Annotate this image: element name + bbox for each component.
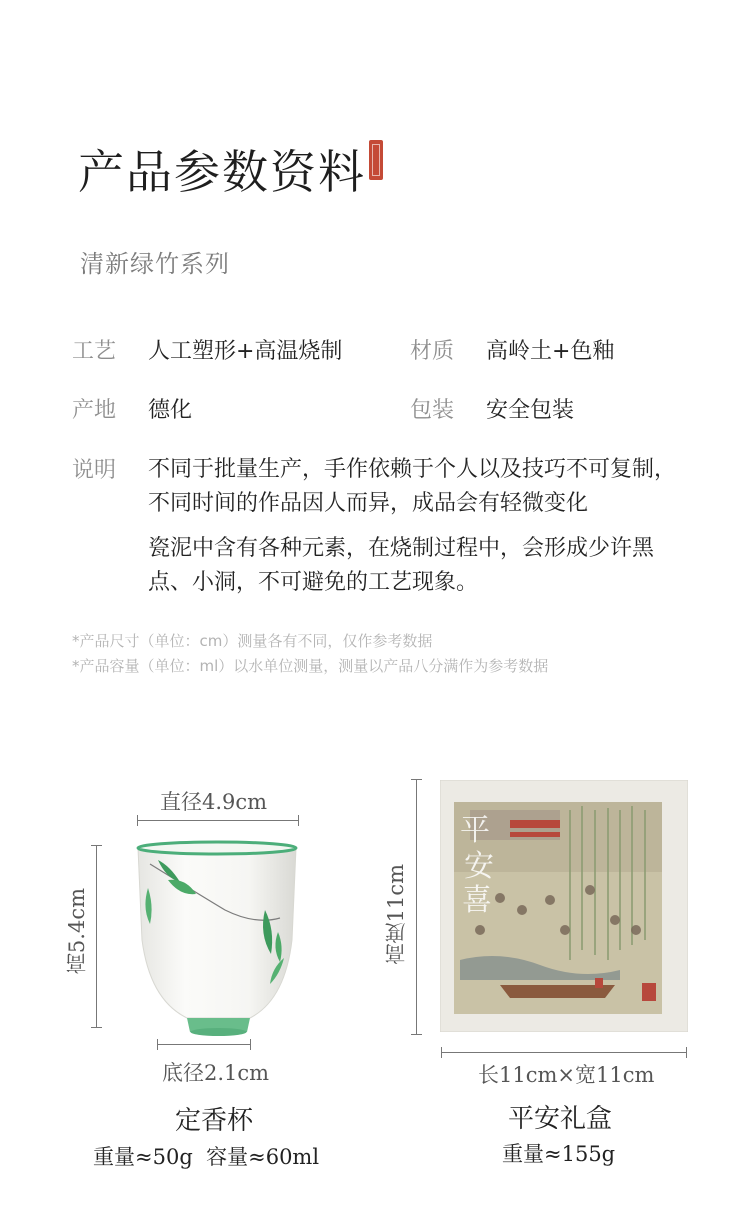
seal-stamp	[369, 140, 383, 180]
cup-diameter-tick-left	[137, 815, 138, 826]
cup-name: 定香杯	[175, 1106, 254, 1136]
box-height-tick-top	[411, 779, 422, 780]
cup-base-tick-left	[157, 1039, 158, 1050]
desc-label: 说明	[72, 458, 117, 483]
cup-height-line	[96, 845, 97, 1028]
svg-text:安: 安	[464, 849, 494, 884]
svg-text:喜: 喜	[462, 883, 492, 918]
box-height-line	[416, 779, 417, 1035]
material-value: 高岭土+色釉	[486, 339, 615, 364]
cup-diameter-line	[137, 820, 299, 821]
size-note: *产品尺寸（单位：cm）测量各有不同，仅作参考数据	[72, 632, 433, 650]
package-value: 安全包装	[486, 398, 575, 423]
page-title: 产品参数资料	[78, 145, 366, 199]
box-size-line	[441, 1052, 687, 1053]
package-label: 包装	[410, 398, 455, 423]
box-size-tick-right	[686, 1047, 687, 1058]
series-subtitle: 清新绿竹系列	[80, 250, 230, 278]
desc-paragraph-2: 瓷泥中含有各种元素，在烧制过程中，会形成少许黑点、小洞，不可避免的工艺现象。	[148, 536, 655, 595]
cup-illustration	[130, 840, 305, 1040]
cup-diameter-label: 直径4.9cm	[160, 790, 268, 814]
cup-base-label: 底径2.1cm	[162, 1061, 270, 1085]
cup-base-tick-right	[250, 1039, 251, 1050]
box-name: 平安礼盒	[508, 1104, 613, 1134]
box-height-tick-bottom	[411, 1034, 422, 1035]
box-size-label: 长11cm×宽11cm	[478, 1063, 655, 1087]
box-size-tick-left	[441, 1047, 442, 1058]
volume-note: *产品容量（单位：ml）以水单位测量，测量以产品八分满作为参考数据	[72, 657, 549, 675]
origin-label: 产地	[72, 398, 117, 423]
craft-value: 人工塑形+高温烧制	[148, 339, 343, 364]
cup-base-line	[157, 1044, 251, 1045]
box-calligraphy: 平	[460, 813, 490, 848]
cup-spec: 重量≈50g 容量≈60ml	[93, 1145, 320, 1169]
gift-box-illustration	[440, 780, 688, 1032]
desc-paragraph-1: 不同于批量生产，手作依赖于个人以及技巧不可复制，不同时间的作品因人而异，成品会有轻微变化	[148, 457, 677, 516]
box-spec: 重量≈155g	[502, 1142, 616, 1166]
craft-label: 工艺	[72, 339, 117, 364]
cup-height-label: 高5.4cm	[65, 888, 89, 975]
cup-diameter-tick-right	[298, 815, 299, 826]
origin-value: 德化	[148, 398, 193, 423]
cup-height-tick-top	[91, 845, 102, 846]
material-label: 材质	[410, 339, 455, 364]
cup-height-tick-bottom	[91, 1027, 102, 1028]
box-height-label: 高度11cm	[384, 864, 408, 965]
